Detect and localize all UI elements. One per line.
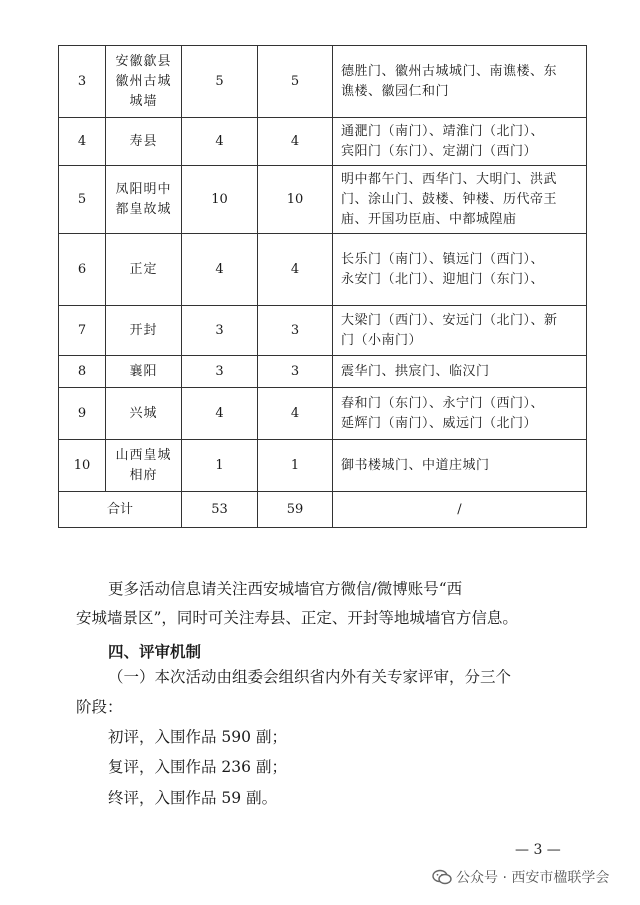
count-b-cell: 3 <box>258 306 333 356</box>
count-b-cell: 5 <box>258 46 333 118</box>
total-label-cell: 合计 <box>59 492 182 528</box>
count-b-cell: 4 <box>258 388 333 440</box>
count-a-cell: 1 <box>182 440 258 492</box>
gates-line: 德胜门、徽州古城城门、南谯楼、东 <box>341 63 558 79</box>
row-number-cell: 9 <box>59 388 106 440</box>
section-heading: 四、评审机制 <box>108 643 202 661</box>
review-intro-line2: 阶段： <box>76 698 123 716</box>
table-row <box>59 118 587 166</box>
site-name-line: 寿县 <box>129 133 158 149</box>
table-row <box>59 306 587 356</box>
review-stage1: 初评，入围作品 590 副； <box>108 728 287 746</box>
gates-line: 延辉门（南门）、威远门（北门） <box>341 415 538 431</box>
site-name-cell <box>106 166 182 234</box>
site-name-line: 开封 <box>129 322 158 338</box>
gates-line: 春和门（东门）、永宁门（西门）、 <box>341 395 545 411</box>
review-stage2: 复评，入围作品 236 副； <box>108 758 287 776</box>
count-a-cell: 10 <box>182 166 258 234</box>
table-row <box>59 46 587 118</box>
wechat-official-account-icon <box>432 869 452 885</box>
site-name-line: 兴城 <box>129 405 158 421</box>
row-number-cell: 7 <box>59 306 106 356</box>
venue-table <box>58 45 587 528</box>
total-b-cell: 59 <box>258 492 333 528</box>
table-row <box>59 440 587 492</box>
site-name-cell <box>106 234 182 306</box>
gates-line: 门（小南门） <box>341 332 423 348</box>
site-name-line: 山西皇城 <box>115 447 172 463</box>
review-stage3: 终评，入围作品 59 副。 <box>108 789 278 807</box>
site-name-line: 城墙 <box>129 93 158 109</box>
site-name-cell <box>106 356 182 388</box>
row-number-cell: 4 <box>59 118 106 166</box>
gates-line: 宾阳门（东门）、定湖门（西门） <box>341 143 538 159</box>
gates-cell <box>333 118 587 166</box>
count-a-cell: 3 <box>182 356 258 388</box>
table-body <box>59 46 587 528</box>
count-a-cell: 4 <box>182 118 258 166</box>
count-b-cell: 4 <box>258 234 333 306</box>
gates-line: 明中都午门、西华门、大明门、洪武 <box>341 171 558 187</box>
gates-cell <box>333 306 587 356</box>
paragraph-more-info-line2: 安城墙景区”，同时可关注寿县、正定、开封等地城墙官方信息。 <box>76 609 518 627</box>
row-number-cell: 8 <box>59 356 106 388</box>
total-gates-cell: / <box>333 492 587 528</box>
gates-cell <box>333 166 587 234</box>
site-name-line: 相府 <box>129 467 158 483</box>
count-b-cell: 1 <box>258 440 333 492</box>
count-a-cell: 3 <box>182 306 258 356</box>
count-b-cell: 3 <box>258 356 333 388</box>
count-a-cell: 5 <box>182 46 258 118</box>
gates-line: 长乐门（南门）、镇远门（西门）、 <box>341 251 545 267</box>
count-a-cell: 4 <box>182 234 258 306</box>
row-number-cell: 3 <box>59 46 106 118</box>
site-name-line: 安徽歙县 <box>115 53 172 69</box>
count-b-cell: 10 <box>258 166 333 234</box>
page-number: — 3 — <box>515 842 561 858</box>
table-row <box>59 166 587 234</box>
site-name-cell <box>106 440 182 492</box>
site-name-line: 襄阳 <box>129 363 158 379</box>
count-a-cell: 4 <box>182 388 258 440</box>
row-number-cell: 10 <box>59 440 106 492</box>
site-name-cell <box>106 118 182 166</box>
site-name-line: 都皇故城 <box>115 201 172 217</box>
total-row <box>59 492 587 528</box>
watermark <box>432 864 609 890</box>
gates-line: 通淝门（南门）、靖淮门（北门）、 <box>341 123 545 139</box>
gates-line: 门、涂山门、鼓楼、钟楼、历代帝王 <box>341 191 558 207</box>
site-name-line: 徽州古城 <box>115 73 172 89</box>
count-b-cell: 4 <box>258 118 333 166</box>
site-name-cell <box>106 46 182 118</box>
site-name-line: 正定 <box>129 261 158 277</box>
table-row <box>59 234 587 306</box>
gates-line: 震华门、拱宸门、临汉门 <box>341 363 490 379</box>
review-intro-line1: （一）本次活动由组委会组织省内外有关专家评审，分三个 <box>108 668 512 686</box>
gates-line: 庙、开国功臣庙、中都城隍庙 <box>341 211 517 227</box>
row-number-cell: 5 <box>59 166 106 234</box>
table-row <box>59 388 587 440</box>
gates-cell <box>333 356 587 388</box>
table-row <box>59 356 587 388</box>
row-number-cell: 6 <box>59 234 106 306</box>
watermark-label: 公众号 · 西安市楹联学会 <box>456 870 610 886</box>
site-name-cell <box>106 306 182 356</box>
gates-line: 永安门（北门）、迎旭门（东门）、 <box>341 271 545 287</box>
gates-cell <box>333 388 587 440</box>
site-name-line: 凤阳明中 <box>115 181 172 197</box>
gates-line: 御书楼城门、中道庄城门 <box>341 457 490 473</box>
paragraph-more-info-line1: 更多活动信息请关注西安城墙官方微信/微博账号“西 <box>108 580 463 598</box>
gates-line: 谯楼、徽园仁和门 <box>341 83 450 99</box>
gates-line: 大梁门（西门）、安远门（北门）、新 <box>341 312 558 328</box>
gates-cell <box>333 440 587 492</box>
site-name-cell <box>106 388 182 440</box>
gates-cell <box>333 46 587 118</box>
total-a-cell: 53 <box>182 492 258 528</box>
gates-cell <box>333 234 587 306</box>
